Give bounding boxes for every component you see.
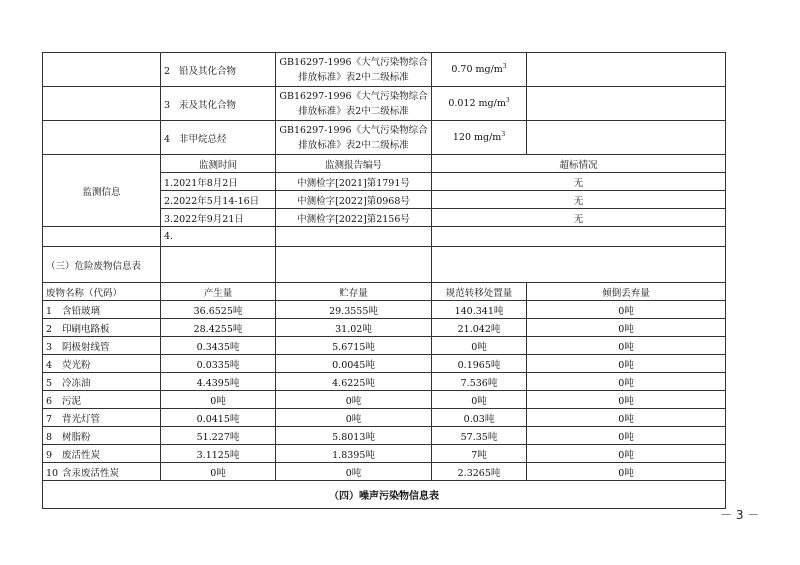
waste-dumped: 0吨 — [527, 391, 726, 409]
waste-number: 6 — [46, 395, 53, 407]
waste-name: 含汞废活性炭 — [62, 467, 120, 479]
waste-dumped: 0吨 — [527, 463, 726, 481]
waste-number: 1 — [46, 305, 53, 317]
pollutant-name: 汞及其化合物 — [179, 99, 237, 111]
monitoring-extra-item: 4. — [161, 227, 276, 247]
pollutant-name-cell — [161, 121, 276, 155]
hazardous-header-row — [43, 283, 726, 301]
empty-cell — [432, 247, 726, 283]
pollutant-limit: 120 mg/m — [452, 132, 502, 144]
pollutant-limit-cell — [432, 121, 527, 155]
waste-dumped: 0吨 — [527, 409, 726, 427]
waste-stored: 0.0045吨 — [276, 355, 432, 373]
table-row — [43, 409, 726, 427]
waste-transferred: 0.1965吨 — [432, 355, 527, 373]
waste-number: 4 — [46, 359, 53, 371]
waste-name-cell — [43, 427, 161, 445]
waste-stored: 5.6715吨 — [276, 337, 432, 355]
waste-name: 污泥 — [62, 395, 82, 407]
pollutant-standard: GB16297-1996《大气污染物综合排放标准》表2中二级标准 — [276, 87, 432, 121]
waste-produced: 28.4255吨 — [161, 319, 276, 337]
waste-transferred: 21.042吨 — [432, 319, 527, 337]
pollutant-standard: GB16297-1996《大气污染物综合排放标准》表2中二级标准 — [276, 53, 432, 87]
waste-name-cell — [43, 301, 161, 319]
pollutant-limit-cell — [432, 87, 527, 121]
waste-name-cell — [43, 391, 161, 409]
waste-stored: 0吨 — [276, 409, 432, 427]
waste-produced: 0.0335吨 — [161, 355, 276, 373]
empty-cell — [276, 247, 432, 283]
waste-name-cell — [43, 337, 161, 355]
monitoring-extra-row — [43, 227, 726, 247]
empty-cell — [43, 53, 161, 87]
waste-produced: 0.0415吨 — [161, 409, 276, 427]
waste-number: 9 — [46, 449, 53, 461]
pollutant-name-cell — [161, 87, 276, 121]
waste-transferred: 2.3265吨 — [432, 463, 527, 481]
waste-number: 10 — [46, 467, 59, 479]
waste-dumped: 0吨 — [527, 445, 726, 463]
waste-transferred: 7.536吨 — [432, 373, 527, 391]
waste-transferred: 0吨 — [432, 391, 527, 409]
monitoring-report: 中测检字[2021]第1791号 — [276, 173, 432, 191]
monitoring-time: 1.2021年8月2日 — [161, 173, 276, 191]
hazardous-transferred-header: 规范转移处置量 — [432, 283, 527, 301]
pollutant-row — [43, 87, 726, 121]
waste-stored: 4.6225吨 — [276, 373, 432, 391]
table-row — [43, 427, 726, 445]
table-row — [43, 463, 726, 481]
table-row — [43, 445, 726, 463]
hazardous-stored-header: 贮存量 — [276, 283, 432, 301]
waste-number: 3 — [46, 341, 53, 353]
waste-name: 废活性炭 — [62, 449, 101, 461]
waste-name: 荧光粉 — [62, 359, 91, 371]
page-number: － 3 － — [720, 508, 760, 522]
monitoring-label: 监测信息 — [43, 155, 161, 227]
waste-transferred: 7吨 — [432, 445, 527, 463]
document-table — [42, 52, 726, 509]
pollutant-number: 3 — [164, 99, 171, 111]
waste-stored: 0吨 — [276, 463, 432, 481]
empty-cell — [527, 87, 726, 121]
waste-number: 7 — [46, 413, 53, 425]
waste-transferred: 140.341吨 — [432, 301, 527, 319]
waste-dumped: 0吨 — [527, 337, 726, 355]
empty-cell — [276, 227, 432, 247]
pollutant-number: 4 — [164, 133, 171, 145]
monitoring-exceed-header: 超标情况 — [432, 155, 726, 173]
waste-name: 含铅玻璃 — [62, 305, 101, 317]
unit-superscript: 3 — [501, 131, 506, 139]
waste-produced: 51.227吨 — [161, 427, 276, 445]
pollutant-standard: GB16297-1996《大气污染物综合排放标准》表2中二级标准 — [276, 121, 432, 155]
empty-cell — [527, 121, 726, 155]
hazardous-dumped-header: 倾倒丢弃量 — [527, 283, 726, 301]
monitoring-report-header: 监测报告编号 — [276, 155, 432, 173]
waste-dumped: 0吨 — [527, 319, 726, 337]
unit-superscript: 3 — [502, 63, 507, 71]
hazardous-produced-header: 产生量 — [161, 283, 276, 301]
monitoring-exceed: 无 — [432, 209, 726, 227]
waste-produced: 0吨 — [161, 463, 276, 481]
table-row — [43, 301, 726, 319]
waste-name-cell — [43, 373, 161, 391]
hazardous-title-row — [43, 247, 726, 283]
waste-produced: 4.4395吨 — [161, 373, 276, 391]
waste-name: 冷冻油 — [62, 377, 91, 389]
empty-cell — [43, 87, 161, 121]
monitoring-header-row — [43, 155, 726, 173]
waste-name: 树脂粉 — [62, 431, 91, 443]
waste-produced: 0吨 — [161, 391, 276, 409]
waste-produced: 0.3435吨 — [161, 337, 276, 355]
waste-transferred: 57.35吨 — [432, 427, 527, 445]
waste-transferred: 0吨 — [432, 337, 527, 355]
empty-cell — [43, 121, 161, 155]
waste-name-cell — [43, 319, 161, 337]
waste-transferred: 0.03吨 — [432, 409, 527, 427]
table-row — [43, 319, 726, 337]
monitoring-report: 中测检字[2022]第0968号 — [276, 191, 432, 209]
pollutant-row — [43, 53, 726, 87]
pollutant-name: 非甲烷总烃 — [179, 133, 227, 145]
pollutant-limit: 0.012 mg/m — [448, 98, 506, 110]
monitoring-report: 中测检字[2022]第2156号 — [276, 209, 432, 227]
waste-number: 5 — [46, 377, 53, 389]
noise-section-title: （四）噪声污染物信息表 — [43, 481, 726, 509]
monitoring-exceed: 无 — [432, 191, 726, 209]
pollutant-limit-cell — [432, 53, 527, 87]
table-row — [43, 337, 726, 355]
waste-dumped: 0吨 — [527, 373, 726, 391]
waste-number: 2 — [46, 323, 53, 335]
waste-stored: 31.02吨 — [276, 319, 432, 337]
waste-stored: 5.8013吨 — [276, 427, 432, 445]
noise-title-row — [43, 481, 726, 509]
waste-name: 背光灯管 — [62, 413, 101, 425]
hazardous-section-title: （三）危险废物信息表 — [43, 247, 161, 283]
pollutant-number: 2 — [164, 65, 171, 77]
waste-name-cell — [43, 355, 161, 373]
waste-name: 阴极射线管 — [62, 341, 110, 353]
waste-stored: 0吨 — [276, 391, 432, 409]
waste-name: 印刷电路板 — [62, 323, 110, 335]
pollutant-row — [43, 121, 726, 155]
waste-stored: 29.3555吨 — [276, 301, 432, 319]
waste-number: 8 — [46, 431, 53, 443]
monitoring-exceed: 无 — [432, 173, 726, 191]
empty-cell — [43, 227, 161, 247]
monitoring-time-header: 监测时间 — [161, 155, 276, 173]
monitoring-time: 3.2022年9月21日 — [161, 209, 276, 227]
unit-superscript: 3 — [505, 97, 510, 105]
waste-name-cell — [43, 409, 161, 427]
pollutant-limit: 0.70 mg/m — [451, 64, 503, 76]
empty-cell — [161, 247, 276, 283]
waste-dumped: 0吨 — [527, 427, 726, 445]
waste-produced: 36.6525吨 — [161, 301, 276, 319]
waste-name-cell — [43, 445, 161, 463]
empty-cell — [432, 227, 726, 247]
waste-dumped: 0吨 — [527, 301, 726, 319]
hazardous-name-header: 废物名称（代码） — [43, 283, 161, 301]
pollutant-name-cell — [161, 53, 276, 87]
table-row — [43, 373, 726, 391]
pollutant-name: 铅及其化合物 — [179, 65, 237, 77]
monitoring-time: 2.2022年5月14-16日 — [161, 191, 276, 209]
waste-dumped: 0吨 — [527, 355, 726, 373]
table-row — [43, 391, 726, 409]
waste-name-cell — [43, 463, 161, 481]
table-row — [43, 355, 726, 373]
waste-stored: 1.8395吨 — [276, 445, 432, 463]
waste-produced: 3.1125吨 — [161, 445, 276, 463]
empty-cell — [527, 53, 726, 87]
